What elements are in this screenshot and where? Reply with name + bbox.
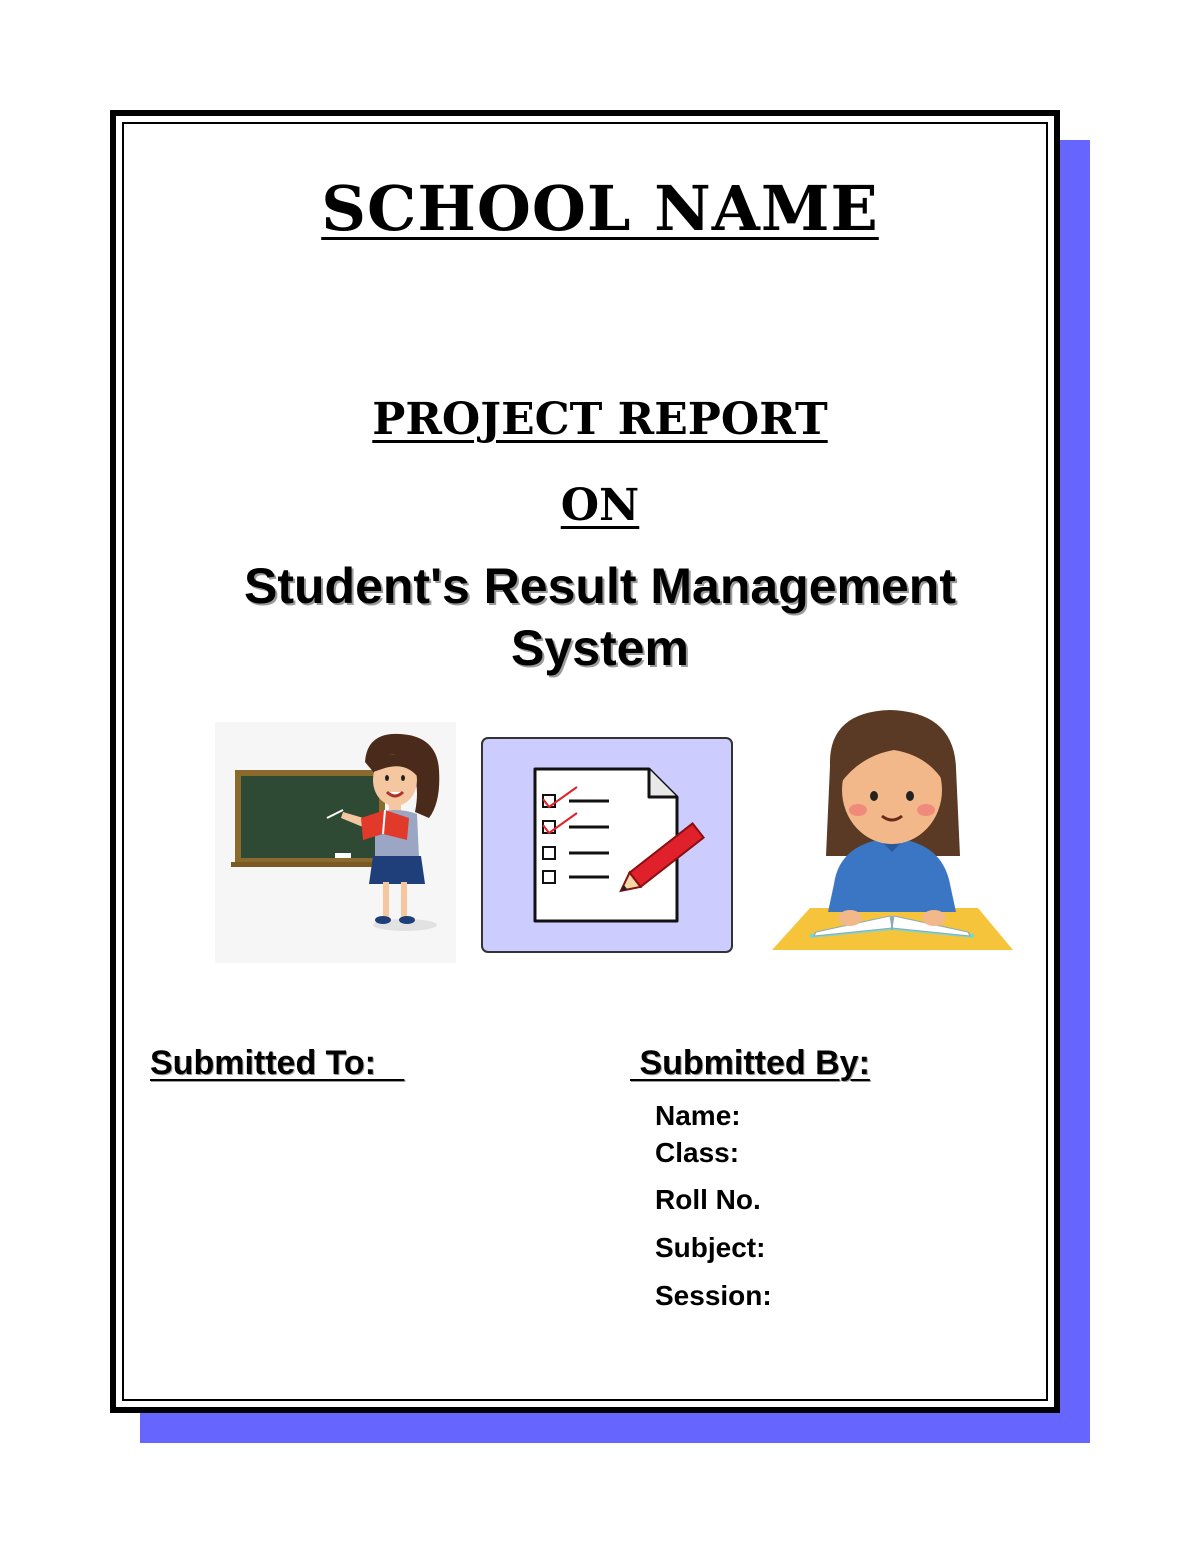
checklist-icon bbox=[481, 737, 733, 953]
submitted-by-label: Submitted By: bbox=[630, 1044, 870, 1082]
project-title bbox=[0, 555, 1200, 679]
field-name-label: Name: bbox=[655, 1100, 741, 1131]
field-session-label: Session: bbox=[655, 1280, 772, 1311]
project-title-line-2: System bbox=[511, 620, 689, 676]
school-name: SCHOOL NAME bbox=[321, 172, 879, 245]
report-heading: PROJECT REPORT bbox=[372, 394, 828, 445]
student-illustration bbox=[770, 706, 1015, 952]
field-class-label: Class: bbox=[655, 1137, 740, 1168]
field-roll-no-label: Roll No. bbox=[655, 1184, 761, 1215]
on-label: ON bbox=[560, 480, 640, 531]
field-subject-label: Subject: bbox=[655, 1232, 766, 1263]
project-title-line-1: Student's Result Management bbox=[244, 558, 956, 614]
submitted-to-label: Submitted To: bbox=[150, 1044, 405, 1082]
teacher-illustration bbox=[215, 722, 456, 963]
